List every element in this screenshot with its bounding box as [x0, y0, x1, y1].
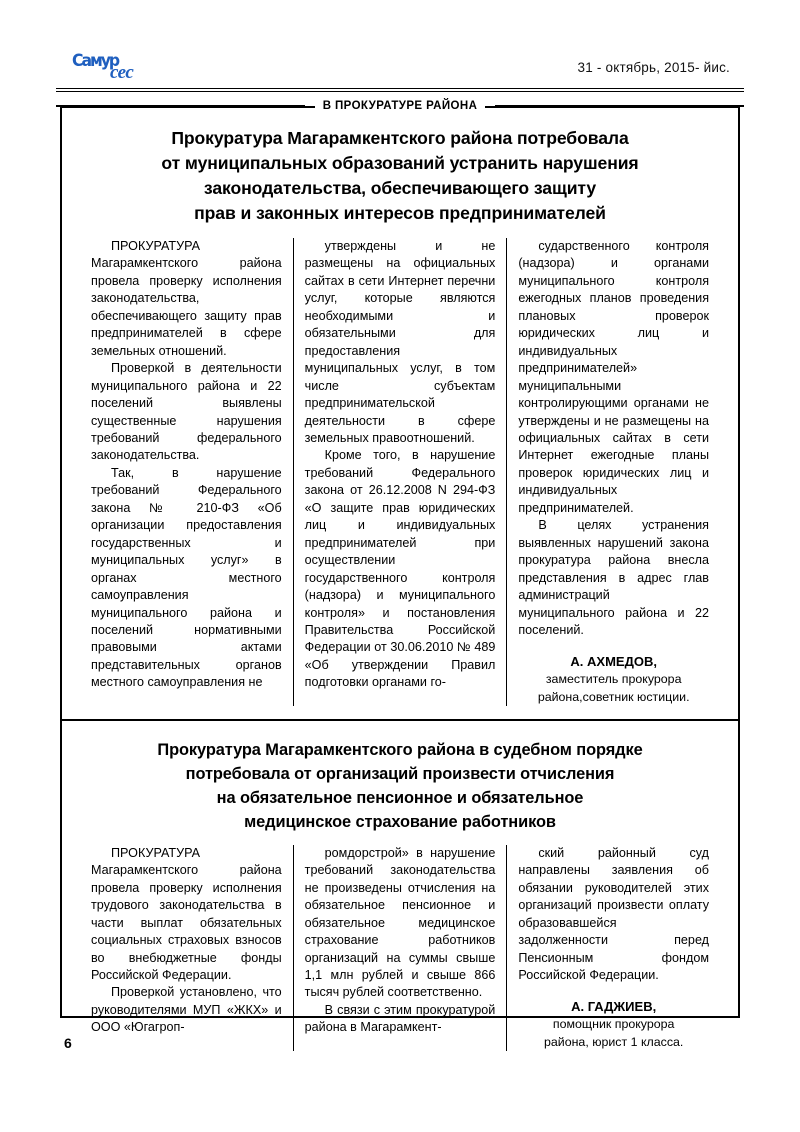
paragraph: Проверкой в деятельности муниципального района и 22 поселений выявлены существенные нарушения требований федерального законодательства. [91, 361, 282, 463]
headline-line: от муниципальных образований устранить нарушения [161, 153, 639, 173]
article-1-column-1 [80, 238, 293, 706]
paragraph: Так, в нарушение требований Федерального закона № 210-ФЗ «Об организации предоставления государственных и муниципальных услуг» в органах местного самоуправления муниципального района и поселений нормативными правовыми актами представительных органов местного самоуправления не [91, 465, 282, 690]
article-2-column-1 [80, 845, 293, 1051]
masthead-divider [56, 88, 744, 92]
article-2-signature [518, 998, 709, 1050]
signature-role: района,советник юстиции. [537, 689, 690, 704]
headline-line: Прокуратура Магарамкентского района потребовала [171, 128, 629, 148]
paragraph: ПРОКУРАТУРА Магарамкентского района провела проверку исполнения законодательства, обеспечивающего защиту прав предпринимателей в сфере земельных отношений. [91, 239, 282, 358]
paragraph: сударственного контроля (надзора) и органами муниципального контроля ежегодных планов проведения плановых проверок юридических лиц и индивидуальных предпринимателей» муниципальными контролирующими органами не утверждены и не размещены на официальных сайтах в сети Интернет ежегодные планы проверок юридических лиц и индивидуальных предпринимателей. [518, 239, 710, 515]
newspaper-logo [72, 52, 180, 84]
headline-line: на обязательное пенсионное и обязательное [216, 788, 584, 807]
paragraph: В связи с этим прокуратурой района в Магарамкент- [304, 1002, 496, 1035]
signature-role: помощник прокурора [552, 1017, 675, 1032]
issue-date: 31 - октябрь, 2015- йис. [577, 60, 730, 75]
kicker-rule-left [56, 105, 305, 107]
paragraph: Проверкой установлено, что руководителями МУП «ЖКХ» и ООО «Югагроп- [91, 985, 282, 1035]
article-2-column-2 [293, 845, 507, 1051]
headline-line: законодательства, обеспечивающего защиту [203, 178, 597, 198]
article-1 [62, 108, 738, 706]
signature-name: А. АХМЕДОВ, [570, 654, 657, 670]
headline-line: Прокуратура Магарамкентского района в судебном порядке [157, 740, 643, 759]
signature-role: района, юрист 1 класса. [543, 1034, 684, 1049]
paragraph: ромдорстрой» в нарушение требований законодательства не произведены отчисления на обязательное пенсионное и обязательное медицинское страхование работников организаций на суммы свыше 1,1 млн рублей и свыше 866 тысяч рублей соответственно. [304, 845, 496, 1000]
signature-name: А. ГАДЖИЕВ, [571, 999, 657, 1015]
article-2-columns [62, 834, 738, 1051]
page-number: 6 [64, 1035, 72, 1051]
content-box [60, 106, 740, 1049]
article-2-column-3 [506, 845, 720, 1051]
headline-line: прав и законных интересов предпринимателей [194, 203, 606, 223]
article-1-column-3 [506, 238, 720, 706]
headline-line: потребовала от организаций произвести отчисления [185, 764, 615, 783]
logo-bottom-text: сес [110, 62, 134, 83]
kicker-rule-right [495, 105, 744, 107]
paragraph: ПРОКУРАТУРА Магарамкентского района провела проверку исполнения трудового законодательства в части выплат обязательных социальных страховых взносов во внебюджетные фонды Российской Федерации. [91, 845, 282, 982]
article-1-signature [518, 653, 709, 705]
headline-line: медицинское страхование работников [244, 812, 556, 831]
paragraph: утверждены и не размещены на официальных сайтах в сети Интернет перечни услуг, которые являются необходимыми и обязательными для предоставления муниципальных услуг, в том числе субъектам предпринимательской деятельности в сфере земельных правоотношений. [304, 239, 496, 445]
article-2-headline [62, 721, 738, 834]
signature-role: заместитель прокурора [545, 672, 682, 687]
article-1-column-2 [293, 238, 507, 706]
paragraph: Кроме того, в нарушение требований Федерального закона от 26.12.2008 N 294-ФЗ «О защите прав юридических лиц и индивидуальных предпринимателей при осуществлении государственного контроля (надзора) и муниципального контроля» и постановления Правительства Российской Федерации от 30.06.2010 № 489 «Об утверждении Правил подготовки органами го- [304, 448, 496, 690]
paragraph: ский районный суд направлены заявления об обязании руководителей этих организаций произвести оплату образовавшейся задолженности перед Пенсионным фондом Российской Федерации. [518, 845, 710, 982]
section-kicker [56, 98, 744, 114]
article-1-headline [62, 108, 738, 226]
article-1-columns [62, 226, 738, 706]
logo-top-text: Самур [72, 53, 119, 70]
kicker-label: В ПРОКУРАТУРЕ РАЙОНА [315, 100, 486, 112]
masthead [56, 52, 744, 92]
article-2 [62, 721, 738, 1051]
paragraph: В целях устранения выявленных нарушений закона прокуратура района внесла представления в адрес глав администраций муниципального района и 22 поселений. [518, 518, 710, 637]
